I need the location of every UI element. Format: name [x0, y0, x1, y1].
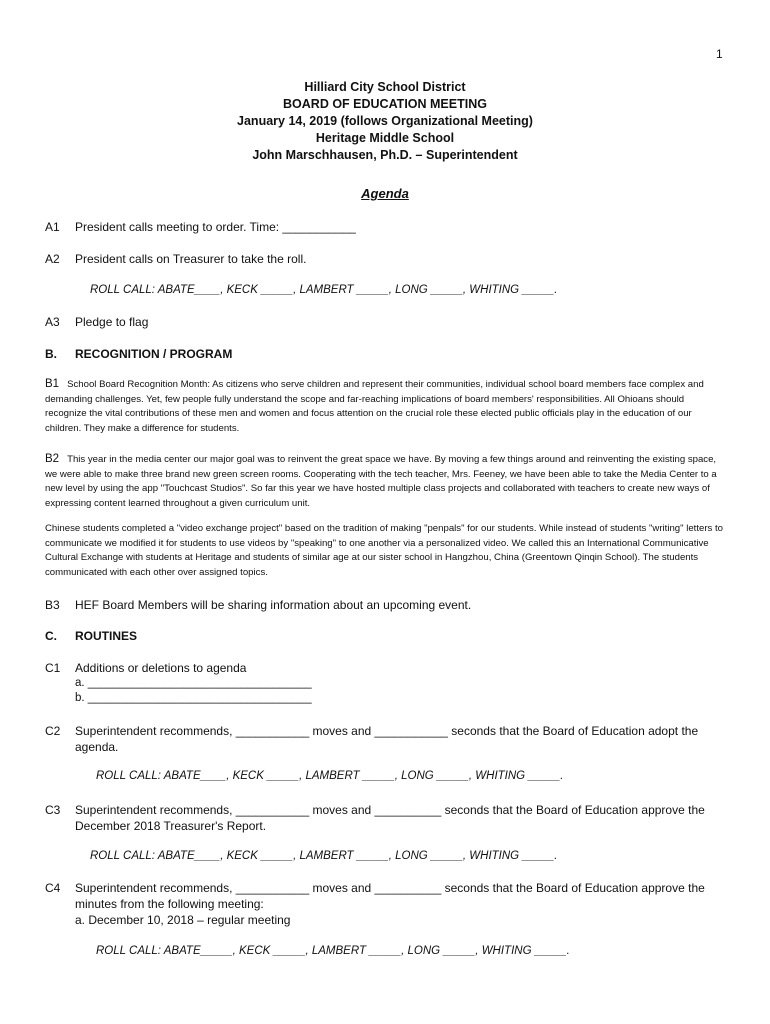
item-a3-number: A3: [45, 315, 60, 329]
item-b2: [45, 452, 725, 512]
agenda-title: Agenda: [361, 186, 409, 201]
item-c1-line-a: a. ___________________________________: [75, 677, 312, 689]
item-c3-number: C3: [45, 803, 61, 817]
item-c2-line1: Superintendent recommends, ___________ moves and ___________ seconds that the Board of Education adopt the: [75, 724, 699, 738]
roll-call-3: ROLL CALL: ABATE____, KECK _____, LAMBERT _____, LONG _____, WHITING _____.: [90, 850, 558, 862]
section-c-title: ROUTINES: [75, 629, 138, 643]
meeting-location: Heritage Middle School: [315, 131, 455, 145]
item-b1-text: School Board Recognition Month: As citizens who serve children and represent their communities, individual school board members face complex and demanding challenges. Yet, few people fully understand the scope and far-reaching implications of board members' responsibilities. All Ohioans should recognize the vital contributions of these men and women and focus attention on the crucial role these elected public officials play in the education of our children. They make a difference for students.: [45, 379, 704, 435]
roll-call-2: ROLL CALL: ABATE____, KECK _____, LAMBERT _____, LONG _____, WHITING _____.: [96, 770, 564, 782]
item-c4-line2: minutes from the following meeting:: [75, 897, 264, 911]
item-a2-number: A2: [45, 252, 60, 266]
item-c2-line2: agenda.: [75, 740, 119, 754]
roll-call-4: ROLL CALL: ABATE_____, KECK _____, LAMBERT _____, LONG _____, WHITING _____.: [96, 945, 570, 957]
meeting-date: January 14, 2019 (follows Organizational Meeting): [237, 114, 533, 128]
item-a1-text: President calls meeting to order. Time: ___________: [75, 220, 356, 234]
roll-call-1: ROLL CALL: ABATE____, KECK _____, LAMBERT _____, LONG _____, WHITING _____.: [90, 284, 558, 296]
item-b2-chinese-exchange: Chinese students completed a "video exchange project" based on the tradition of making "penpals" for our students. While instead of students "writing" letters to communicate we modified it for students to use videos by "speaking" to one another via a personalized video. We called this an International Communicative Cultural Exchange with students at Heritage and students of similar age at our sister school in Hangzhou, China (Greentown Qinqin School). The students communicated with each other over assigned topics.: [45, 523, 723, 579]
item-b3-text: HEF Board Members will be sharing information about an upcoming event.: [75, 598, 472, 612]
page-number: 1: [716, 47, 723, 61]
item-c3-line2: December 2018 Treasurer's Report.: [75, 819, 267, 833]
item-c1-line-b: b. ___________________________________: [75, 692, 312, 704]
item-b2-text: This year in the media center our major goal was to reinvent the great space we have. By moving a few things around and reinventing the existing space, we were able to make three brand new green screen rooms. Cooperating with the tech teacher, Mrs. Feeney, we have been able to take the Media Center to a new level by using the app "Touchcast Studios". So far this year we have hosted multiple class projects and collaborated with teachers to create new ways of expressing content learned throughout a given curriculum unit.: [45, 454, 717, 510]
item-a3-text: Pledge to flag: [75, 315, 149, 329]
item-c1-number: C1: [45, 661, 61, 675]
district-name: Hilliard City School District: [304, 80, 466, 94]
item-c1-text: Additions or deletions to agenda: [75, 661, 247, 675]
item-c4-number: C4: [45, 881, 61, 895]
item-c4-line1: Superintendent recommends, ___________ moves and __________ seconds that the Board of Education approve the: [75, 881, 705, 895]
item-a2-text: President calls on Treasurer to take the roll.: [75, 252, 307, 266]
section-b-title: RECOGNITION / PROGRAM: [75, 347, 233, 361]
section-b-number: B.: [45, 347, 57, 361]
item-c2-number: C2: [45, 724, 61, 738]
item-b2-number: B2: [45, 453, 60, 465]
meeting-title: BOARD OF EDUCATION MEETING: [283, 97, 487, 111]
item-a1-number: A1: [45, 220, 60, 234]
item-b1: [45, 377, 725, 437]
section-c-number: C.: [45, 629, 57, 643]
item-b1-number: B1: [45, 378, 60, 390]
item-c4-line3: a. December 10, 2018 – regular meeting: [75, 913, 291, 927]
item-c3-line1: Superintendent recommends, ___________ moves and __________ seconds that the Board of Education approve the: [75, 803, 705, 817]
item-b3-number: B3: [45, 598, 60, 612]
superintendent-name: John Marschhausen, Ph.D. – Superintendent: [252, 148, 518, 162]
